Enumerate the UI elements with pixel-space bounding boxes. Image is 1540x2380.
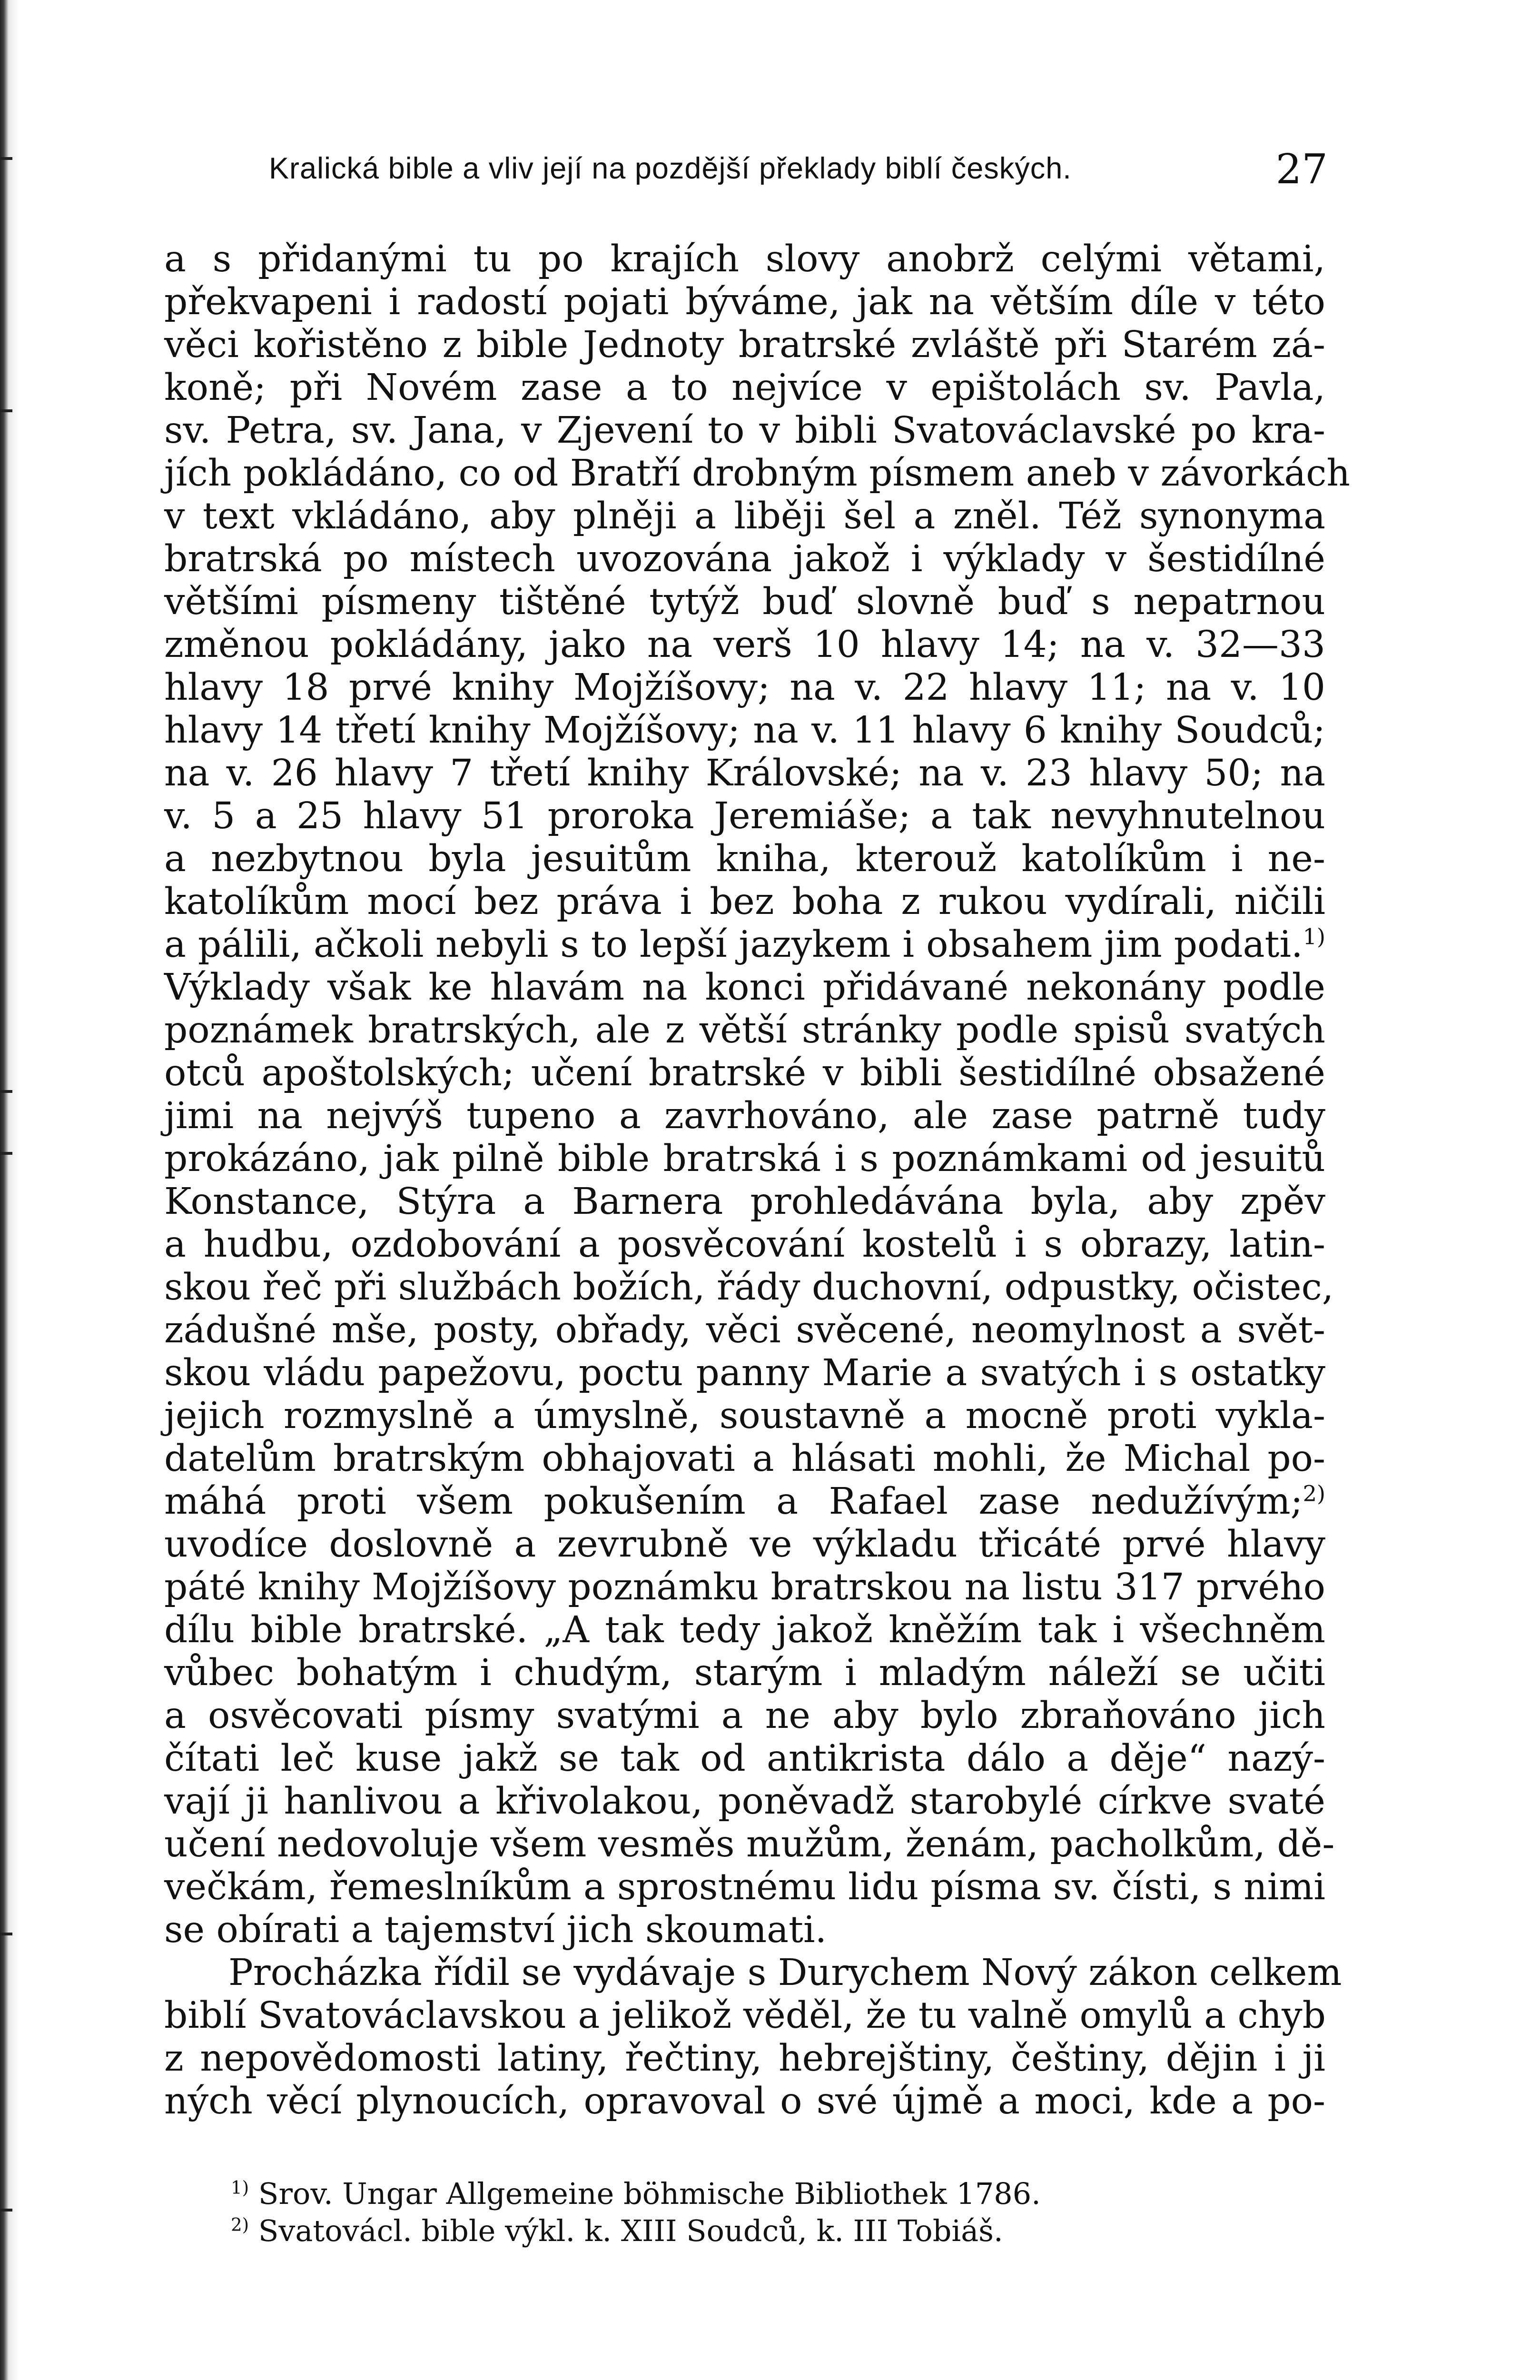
text-line: z nepovědomosti latiny, řečtiny, hebrejštiny, češtiny, dějin i ji xyxy=(164,2037,1325,2080)
text-line: Procházka řídil se vydávaje s Durychem Nový zákon celkem xyxy=(228,1952,1342,1994)
text-line: na v. 26 hlavy 7 třetí knihy Královské; na v. 23 hlavy 50; na xyxy=(164,752,1325,794)
footnote-text: Srov. Ungar Allgemeine böhmische Bibliothek 1786. xyxy=(258,2176,1041,2211)
text-line-with-footnote-ref xyxy=(164,1480,1325,1523)
text-line: v text vkládáno, aby plněji a liběji šel a zněl. Též synonyma xyxy=(164,495,1325,537)
text-line: se obírati a tajemství jich skoumati. xyxy=(164,1909,827,1951)
text-line: biblí Svatováclavskou a jelikož věděl, že tu valně omylů a chyb xyxy=(164,1994,1326,2037)
edge-mark xyxy=(0,1152,12,1155)
main-text xyxy=(164,238,1350,2123)
text-line: otců apoštolských; učení bratrské v bibli šestidílné obsažené xyxy=(164,1052,1325,1094)
footnote-1 xyxy=(231,2175,1183,2212)
page-number: 27 xyxy=(1275,146,1328,193)
footnote-ref-1[interactable]: 1) xyxy=(1303,923,1325,950)
text-line: většími písmeny tištěné tytýž buď slovně buď s nepatrnou xyxy=(164,581,1325,623)
text-line: jejich rozmyslně a úmyslně, soustavně a mocně proti vykla- xyxy=(164,1395,1325,1437)
text-line: datelům bratrským obhajovati a hlásati mohli, že Michal po- xyxy=(164,1438,1325,1480)
text-line: bratrská po místech uvozována jakož i výklady v šestidílné xyxy=(164,538,1325,580)
text-line: a s přidanými tu po krajích slovy anobrž celými větami, xyxy=(164,238,1325,280)
text-line: vají ji hanlivou a křivolakou, poněvadž starobylé církve svaté xyxy=(164,1780,1325,1823)
footnotes xyxy=(231,2175,1183,2250)
footnote-mark: 1) xyxy=(231,2177,249,2198)
paragraph-2 xyxy=(164,1952,1342,2123)
text-fragment: máhá proti všem pokušením a Rafael zase nedužívým; xyxy=(164,1480,1303,1523)
text-line: prokázáno, jak pilně bible bratrská i s poznámkami od jesuitů xyxy=(164,1138,1325,1180)
edge-mark xyxy=(0,1933,12,1935)
edge-mark xyxy=(0,1090,12,1093)
text-line: jimi na nejvýš tupeno a zavrhováno, ale zase patrně tudy xyxy=(164,1095,1325,1137)
footnote-ref-2[interactable]: 2) xyxy=(1303,1480,1325,1507)
text-line: skou řeč při službách božích, řády duchovní, odpustky, očistec, xyxy=(164,1266,1334,1309)
text-line: věci kořistěno z bible Jednoty bratrské zvláště při Starém zá- xyxy=(164,324,1325,366)
running-header xyxy=(171,146,1328,204)
footnote-mark: 2) xyxy=(231,2214,249,2235)
text-line: překvapeni i radostí pojati býváme, jak na větším díle v této xyxy=(164,281,1325,323)
text-line: v. 5 a 25 hlavy 51 proroka Jeremiáše; a tak nevyhnutelnou xyxy=(164,795,1325,837)
text-fragment: a pálili, ačkoli nebyli s to lepší jazykem i obsahem jim podati. xyxy=(164,923,1303,966)
edge-mark xyxy=(0,157,12,160)
page-left-edge xyxy=(0,0,19,2380)
text-line: a hudbu, ozdobování a posvěcování kostelů i s obrazy, latin- xyxy=(164,1223,1325,1266)
text-line: hlavy 14 třetí knihy Mojžíšovy; na v. 11 hlavy 6 knihy Soudců; xyxy=(164,709,1325,752)
text-line: ných věcí plynoucích, opravoval o své újmě a moci, kde a po- xyxy=(164,2080,1325,2122)
text-line: páté knihy Mojžíšovy poznámku bratrskou na listu 317 prvého xyxy=(164,1566,1325,1608)
text-line: zádušné mše, posty, obřady, věci svěcené, neomylnost a svět- xyxy=(164,1309,1325,1351)
text-line: koně; při Novém zase a to nejvíce v epištolách sv. Pavla, xyxy=(164,367,1325,409)
text-line: Výklady však ke hlavám na konci přidávané nekonány podle xyxy=(164,966,1325,1009)
text-line: čítati leč kuse jakž se tak od antikrista dálo a děje“ nazý- xyxy=(164,1737,1325,1780)
text-line: Konstance, Stýra a Barnera prohledávána byla, aby zpěv xyxy=(164,1180,1325,1223)
text-line: skou vládu papežovu, poctu panny Marie a svatých i s ostatky xyxy=(164,1352,1325,1394)
text-line: a nezbytnou byla jesuitům kniha, kterouž katolíkům i ne- xyxy=(164,838,1325,880)
edge-mark xyxy=(0,2209,12,2211)
text-line: uvodíce doslovně a zevrubně ve výkladu třicáté prvé hlavy xyxy=(164,1523,1325,1566)
text-line: učení nedovoluje všem vesměs mužům, ženám, pacholkům, dě- xyxy=(164,1823,1335,1865)
paragraph-1 xyxy=(164,238,1350,1952)
text-line: změnou pokládány, jako na verš 10 hlavy 14; na v. 32—33 xyxy=(164,624,1325,666)
text-line-with-footnote-ref xyxy=(164,923,1325,966)
text-line: večkám, řemeslníkům a sprostnému lidu písma sv. čísti, s nimi xyxy=(164,1866,1325,1908)
text-line: a osvěcovati písmy svatými a ne aby bylo zbraňováno jich xyxy=(164,1695,1325,1737)
text-line: vůbec bohatým i chudým, starým i mladým náleží se učiti xyxy=(164,1652,1325,1694)
header-title: Kralická bible a vliv její na pozdější překlady biblí českých. xyxy=(269,152,1072,185)
text-line: hlavy 18 prvé knihy Mojžíšovy; na v. 22 hlavy 11; na v. 10 xyxy=(164,666,1325,709)
text-line: sv. Petra, sv. Jana, v Zjevení to v bibli Svatováclavské po kra- xyxy=(164,409,1325,452)
text-line: katolíkům mocí bez práva i bez boha z rukou vydírali, ničili xyxy=(164,881,1325,923)
footnote-2 xyxy=(231,2212,1183,2250)
footnote-text: Svatovácl. bible výkl. k. XIII Soudců, k. III Tobiáš. xyxy=(258,2213,1003,2248)
text-line: poznámek bratrských, ale z větší stránky podle spisů svatých xyxy=(164,1009,1325,1051)
text-line: jích pokládáno, co od Bratří drobným písmem aneb v závorkách xyxy=(164,452,1350,495)
edge-mark xyxy=(0,409,12,412)
text-line: dílu bible bratrské. „A tak tedy jakož kněžím tak i všechněm xyxy=(164,1609,1325,1651)
